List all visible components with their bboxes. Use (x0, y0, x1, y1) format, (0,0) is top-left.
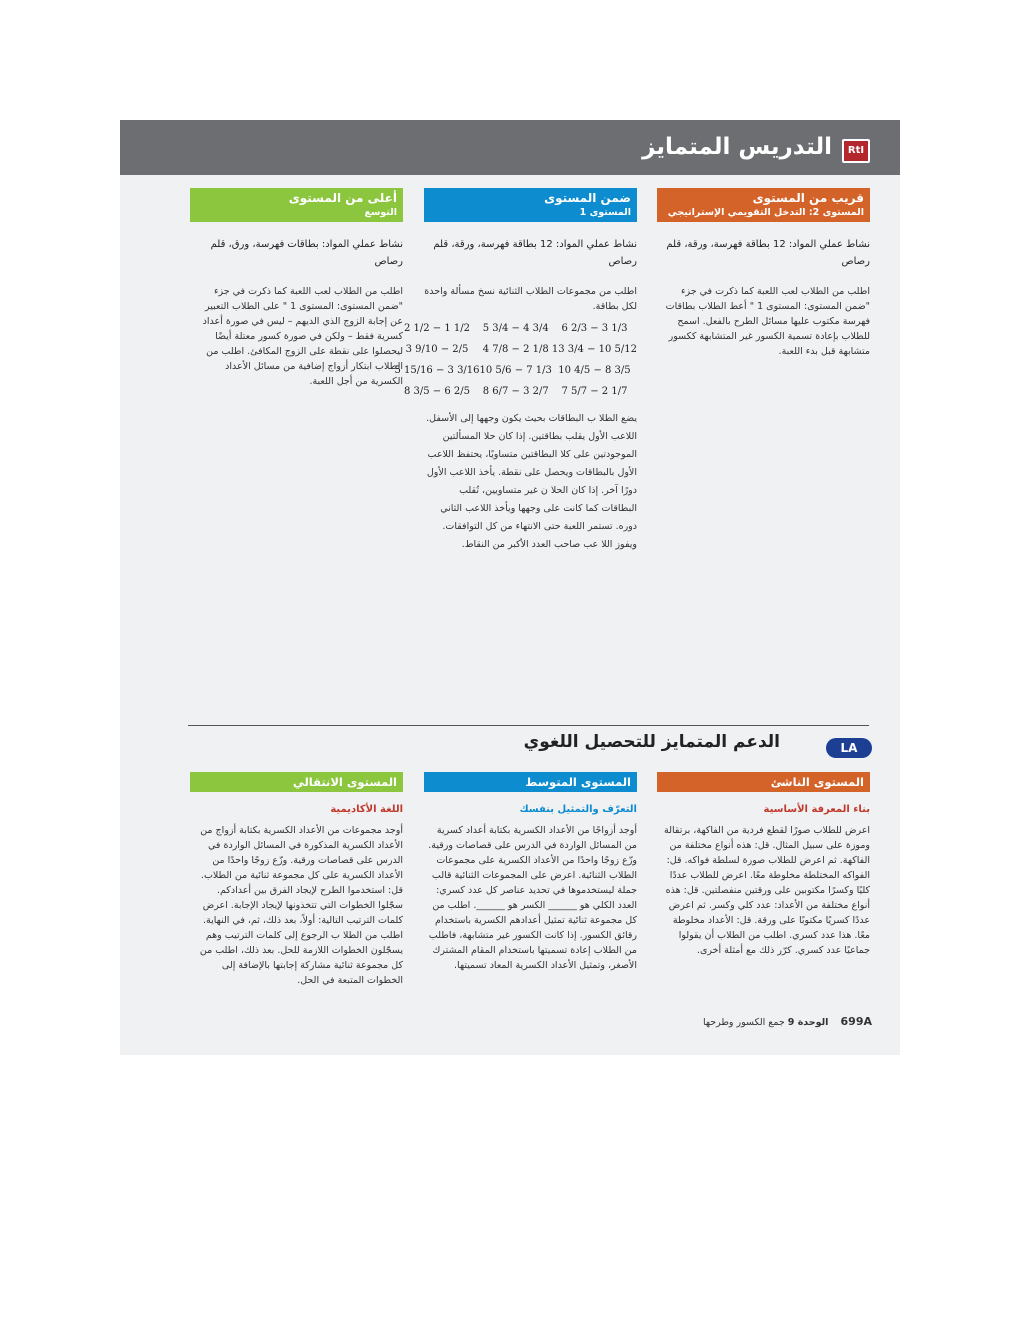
problem-expression: 10 4/5 − 8 3/5 (558, 365, 631, 376)
game-rules: يضع الطلا ب البطاقات بحيث يكون وجهها إلى الأسفل. اللاعب الأول يقلب بطاقتين. إذا كان حلا المسألتين الموجودتين على كلا البطاقتين متساويًا، يحتفظ اللاعب الأول بالبطاقات ويحصل على نقطة. يأخذ اللاعب الأول دورًا آخر. إذا كان الحلا ن غير متساويين، تُقلب البطاقات كما كانت على وجهها ويأخذ اللاعب الثاني دوره. تستمر اللعبة حتى الانتهاء من كل التوافقات. ويفوز اللا عب صاحب العدد الأكبر من النقاط. (426, 413, 637, 550)
problem-expression: 8 3/5 − 6 2/5 (403, 386, 470, 397)
subtitle: التعرّف والتمثيل بنفسك (519, 804, 637, 815)
la-section-title: الدعم المتمايز للتحصيل اللغوي (523, 732, 780, 752)
subtitle: بناء المعرفة الأساسية (763, 804, 870, 815)
problem-expression: 5 15/16 − 3 3/16 (394, 365, 480, 376)
approaching-level-header: قريب من المستوى المستوى 2: التدخل التقويمي الإستراتيجي (657, 188, 870, 222)
problem-expression: 3 9/10 − 2/5 (405, 344, 469, 355)
page-title: التدريس المتمايز (642, 134, 832, 160)
page-number: 699A (840, 1015, 872, 1028)
la-badge: LA (826, 738, 872, 758)
problem-expression: 10 5/6 − 7 1/3 (479, 365, 552, 376)
problem-expression: 2 1/2 − 1 1/2 (403, 323, 470, 334)
activity-description: اطلب من الطلاب لعب اللعبة كما ذكرت في جزء "ضمن المستوى: المستوى 1 " أعط الطلاب بطاقات فهرسة مكتوب عليها مسائل الطرح بالفعل. اسمح للطلاب بإعادة تسمية الكسور غير المتشابهة ككسور متشابهة قبل بدء اللعبة. (665, 286, 870, 357)
on-level-column (394, 188, 637, 554)
emerging-level-column (657, 772, 870, 958)
strategy-text: أوجد مجموعات من الأعداد الكسرية بكتابة أزواج من الأعداد الكسرية المذكورة في المسائل الواردة في الدرس على قصاصات ورقية. وزّع زوجًا واحدًا من الأعداد الكسرية على كل مجموعة ثنائية من الطلاب. قل: استخدموا الطرح لإيجاد الفرق بين أعدادكم. سجّلوا الخطوات التي تتخذونها لإيجاد الإجابة. اعرض كلمات الترتيب التالية: أولاً، بعد ذلك، ثم، في النهاية. اطلب من الطلا ب الرجوع إلى كلمات الترتيب وهم يسجّلون الخطوات اللازمة للحل. بعد ذلك، اطلب من كل مجموعة ثنائية مشاركة إجابتها بالإضافة إلى الخطوات المتبعة في الحل. (199, 825, 403, 986)
beyond-level-header: أعلى من المستوى التوسع (190, 188, 403, 222)
problem-expression: 13 3/4 − 10 5/12 (551, 344, 637, 355)
strategy-text: اعرض للطلاب صورًا لقطع فردية من الفاكهة، برتقالة وموزة على سبيل المثال. قل: هذه أنواع مختلفة من الفاكهة. ثم اعرض للطلاب صورة لسلطة فواكه. قل: الفواكه المختلطة مخلوطة معًا. اعرض للطلاب عددًا كليًا وكسرًا مكتوبين على ورقتين منفصلتين. قل: هذه أنواع مختلفة من الأعداد: عدد كلي وكسر. ثم اعرض عددًا كسريًا مكتوبًا على ورقة. قل: الأعداد مخلوطة معًا. هذا عدد كسري. اطلب من الطلاب أن يقولوا جماعيًا عدد كسري. كرّر ذلك مع أمثلة أخرى. (664, 825, 870, 956)
subtraction-problems-grid (394, 320, 637, 400)
page-sheet (120, 120, 900, 1055)
approaching-level-column (657, 188, 870, 359)
problem-expression: 7 5/7 − 2 1/7 (561, 386, 628, 397)
problem-expression: 4 7/8 − 2 1/8 (482, 344, 549, 355)
transitional-level-column (190, 772, 403, 988)
beyond-level-column (190, 188, 403, 389)
activity-materials: نشاط عملي المواد: 12 بطاقة فهرسة، ورقة، قلم رصاص (433, 239, 637, 267)
strategy-text: أوجد أزواجًا من الأعداد الكسرية بكتابة أعداد كسرية من المسائل الواردة في الدرس على قصاصات ورقية. وزّع زوجًا واحدًا من الأعداد الكسرية على مجموعات الطلاب الثنائية. اعرض على المجموعات الثنائية قالب جملة ليستخدموها في تحديد عناصر كل عدد كسري: العدد الكلي هو ______ الكسر هو ______. اطلب من كل مجموعة ثنائية تمثيل أعدادهم الكسرية باستخدام رقائق الكسور. إذا كانت الكسور غير متشابهة، فاطلب من الطلاب إعادة تسميتها باستخدام المقام المشترك الأصغر، وتمثيل الأعداد الكسرية المعاد تسميتها. (428, 825, 637, 971)
subtitle: اللغة الأكاديمية (330, 804, 403, 815)
transitional-level-header: المستوى الانتقالي (190, 772, 403, 792)
on-level-header: ضمن المستوى المستوى 1 (424, 188, 637, 222)
rti-badge: RtI (842, 139, 870, 163)
activity-intro: اطلب من مجموعات الطلاب الثنائية نسخ مسألة واحدة لكل بطاقة. (424, 286, 637, 312)
page-footer (703, 1015, 872, 1028)
problem-expression: 5 3/4 − 4 3/4 (482, 323, 549, 334)
problem-expression: 8 6/7 − 3 2/7 (482, 386, 549, 397)
section-divider (188, 725, 869, 726)
section-header-bar (120, 120, 900, 175)
intermediate-level-column (424, 772, 637, 973)
unit-title: جمع الكسور وطرحها (702, 1017, 785, 1028)
emerging-level-header: المستوى الناشئ (657, 772, 870, 792)
intermediate-level-header: المستوى المتوسط (424, 772, 637, 792)
activity-description: اطلب من الطلاب لعب اللعبة كما ذكرت في جزء "ضمن المستوى: المستوى 1 " على الطلاب التعبير عن إجابة الزوج الذي الديهم – ليس في صورة أعداد كسرية فقط – ولكن في صورة كسور معتلة أيضًا ليحصلوا على نقطة على الزوج المكافئ. اطلب من الطلاب ابتكار أزواج إضافية من مسائل الأعداد الكسرية من أجل اللعبة. (202, 286, 403, 387)
problem-expression: 6 2/3 − 3 1/3 (561, 323, 628, 334)
unit-label: الوحدة 9 (787, 1017, 829, 1028)
activity-materials: نشاط عملي المواد: بطاقات فهرسة، ورق، قلم رصاص (210, 239, 403, 267)
activity-materials: نشاط عملي المواد: 12 بطاقة فهرسة، ورقة، قلم رصاص (666, 239, 870, 267)
